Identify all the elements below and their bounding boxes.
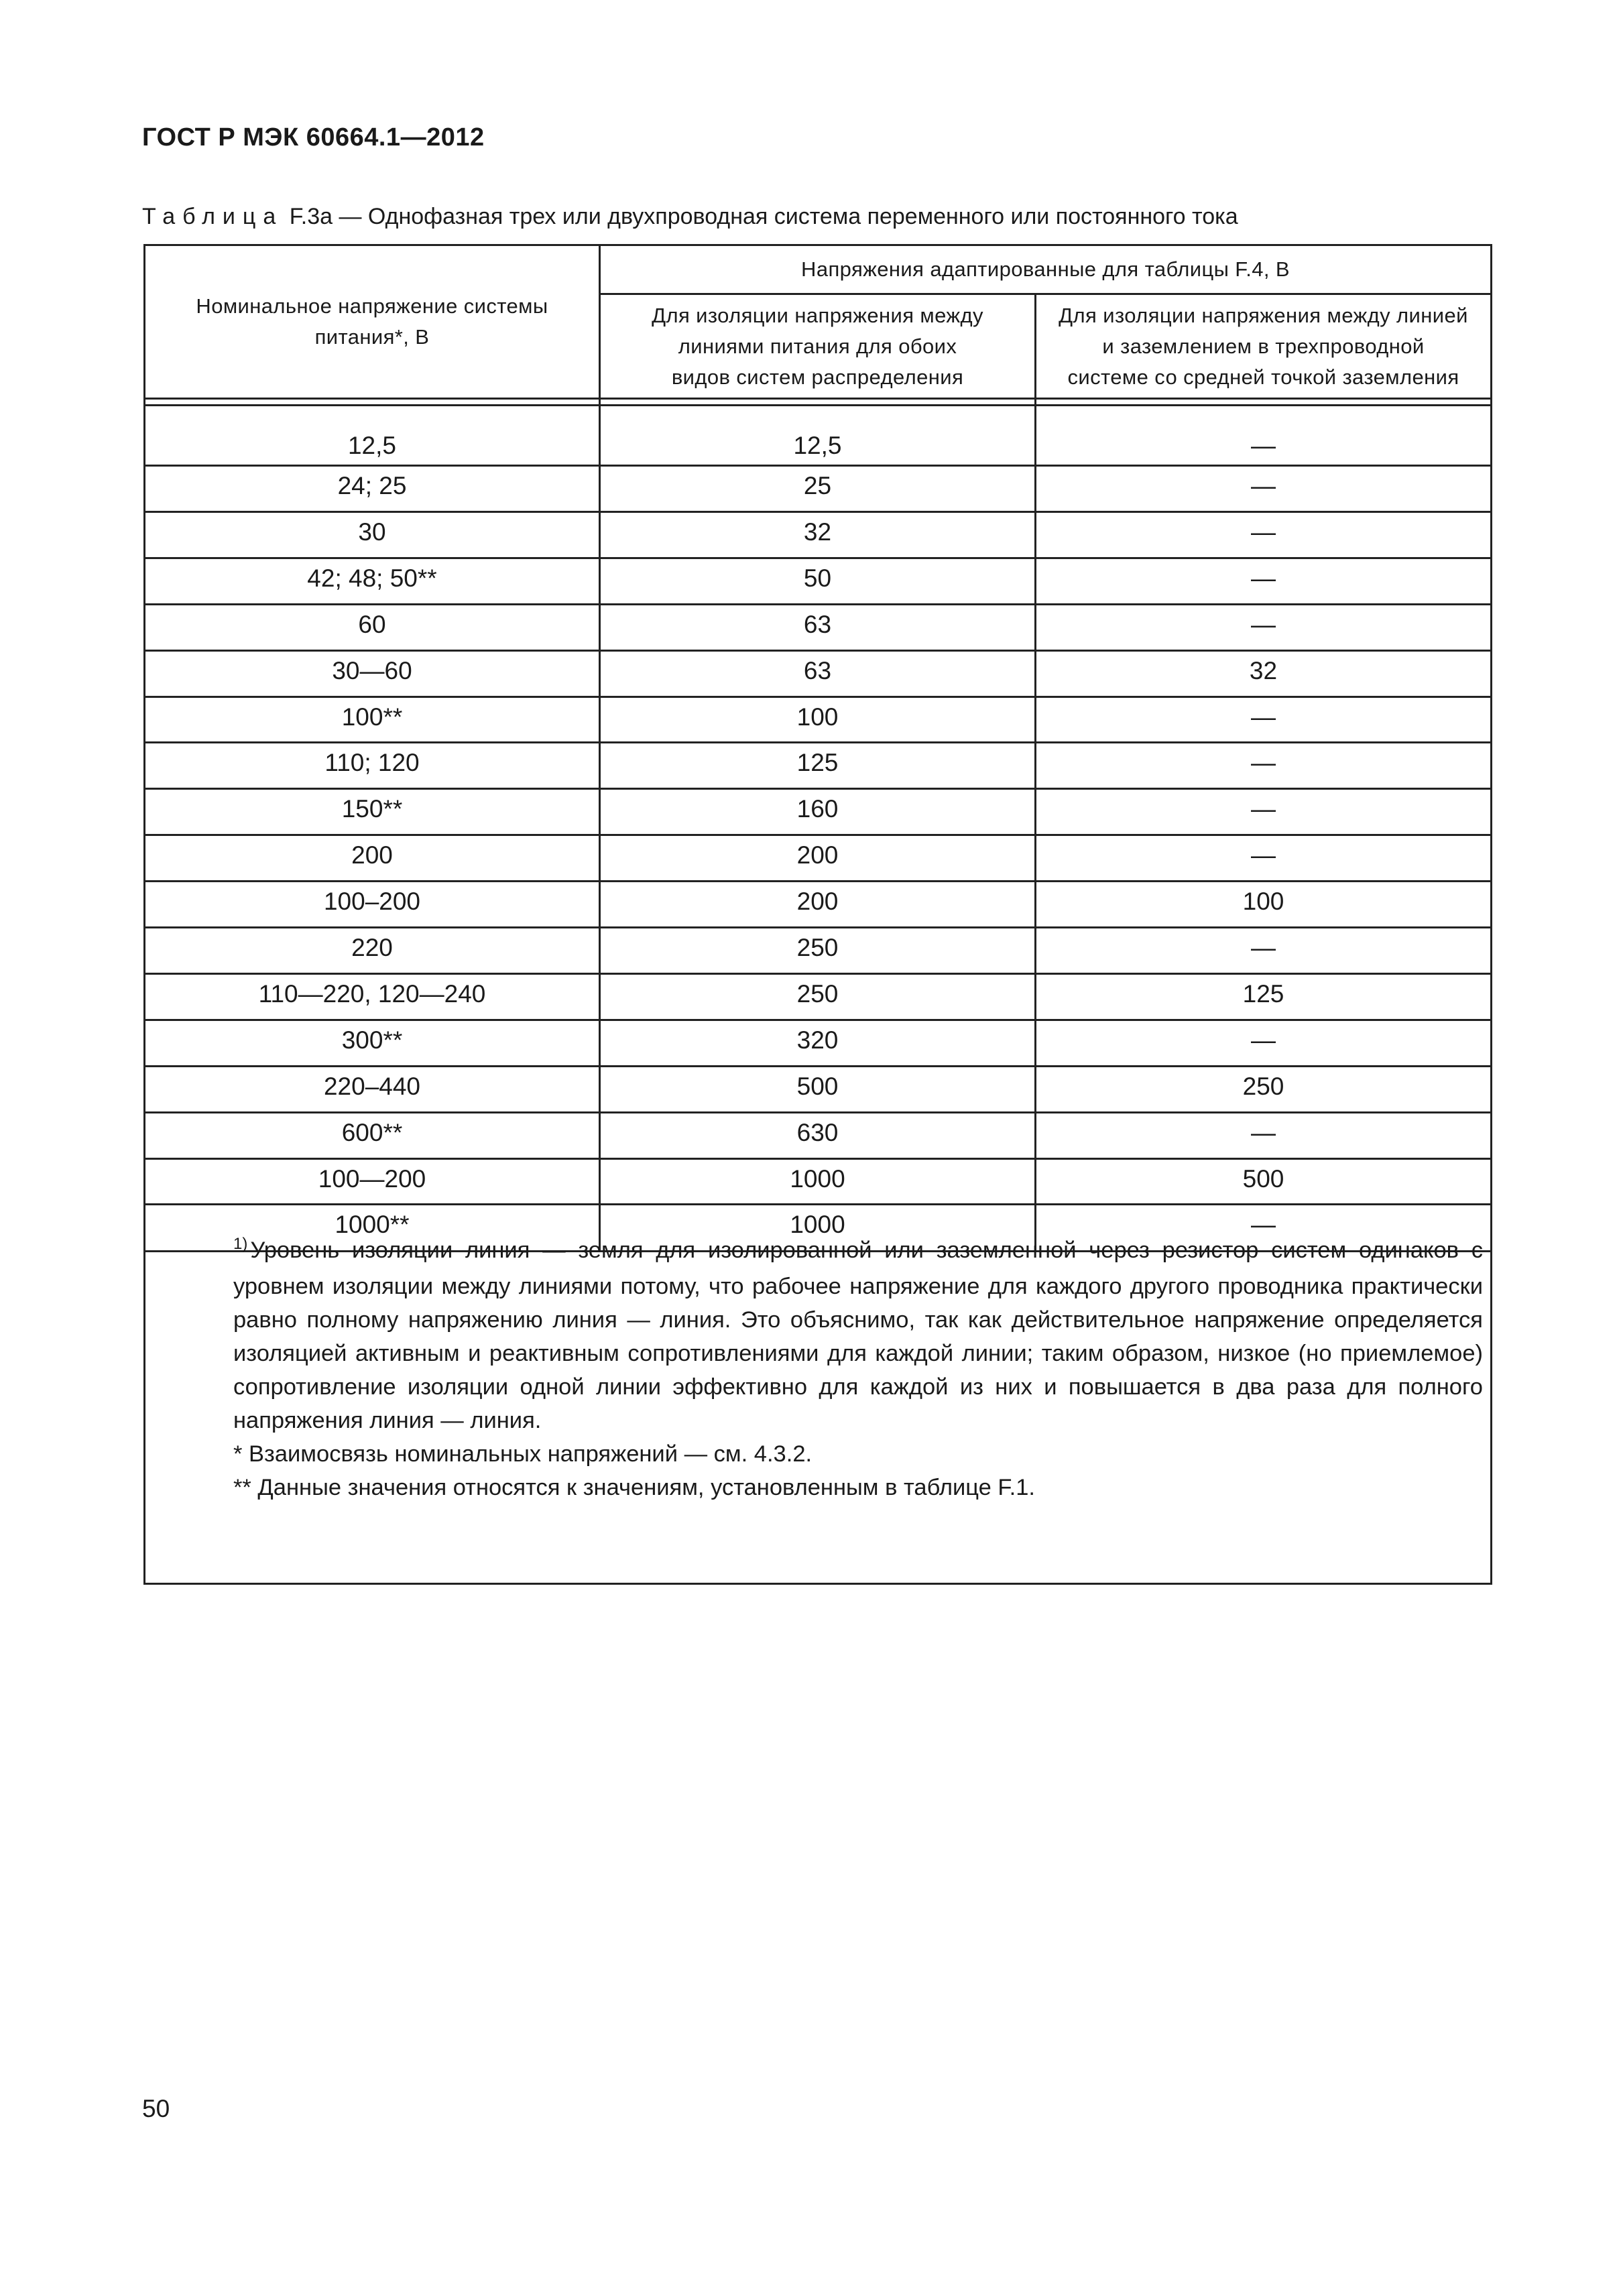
nominal-voltage-cell: 300**	[341, 1026, 403, 1054]
row-divider	[145, 788, 1490, 790]
header-bottom-rule	[145, 398, 1490, 400]
nominal-voltage-cell: 110; 120	[324, 749, 420, 777]
row-divider	[145, 650, 1490, 652]
row-divider	[145, 696, 1490, 698]
line-to-earth-cell: 125	[1242, 979, 1284, 1008]
line-to-line-cell: 12,5	[793, 432, 842, 459]
row-divider	[145, 880, 1490, 882]
line-to-earth-cell: —	[1251, 749, 1276, 777]
document-code: ГОСТ Р МЭК 60664.1—2012	[142, 123, 485, 152]
nominal-voltage-cell: 600**	[341, 1118, 403, 1146]
line-to-line-cell: 63	[803, 610, 832, 638]
nominal-voltage-cell: 150**	[341, 795, 403, 823]
column-divider	[599, 246, 601, 1250]
line-to-earth-cell: —	[1251, 518, 1276, 546]
row-divider	[145, 741, 1490, 743]
line-to-earth-cell: 500	[1242, 1164, 1284, 1193]
line-to-line-cell: 25	[803, 472, 832, 499]
row-divider	[145, 1019, 1490, 1021]
line-to-line-cell: 100	[796, 703, 839, 731]
line-to-earth-cell: —	[1251, 841, 1276, 869]
nominal-voltage-cell: 42; 48; 50**	[307, 564, 437, 592]
row-divider	[145, 1111, 1490, 1113]
column-header-nominal-voltage: Номинальное напряжение системы питания*, В	[196, 294, 548, 349]
row-divider	[145, 973, 1490, 975]
line-to-earth-cell: —	[1251, 610, 1276, 638]
column-header-line-to-line: Для изоляции напряжения между линиями питания для обоих видов систем распределения	[652, 303, 983, 389]
line-to-line-cell: 200	[796, 841, 839, 869]
line-to-earth-cell: —	[1251, 934, 1276, 961]
row-divider	[145, 557, 1490, 559]
line-to-line-cell: 160	[796, 795, 839, 823]
line-to-line-cell: 630	[796, 1118, 839, 1146]
line-to-earth-cell: —	[1251, 1026, 1276, 1054]
nominal-voltage-cell: 200	[351, 841, 393, 869]
line-to-line-cell: 1000	[790, 1211, 845, 1239]
line-to-earth-cell: —	[1251, 1211, 1276, 1239]
table-caption-label: Таблица	[142, 204, 284, 229]
column-header-line-to-earth: Для изоляции напряжения между линией и заземлением в трехпроводной системе со средней точкой заземления	[1059, 303, 1468, 389]
line-to-earth-cell: 100	[1242, 888, 1284, 916]
nominal-voltage-cell: 100–200	[323, 888, 421, 916]
nominal-voltage-cell: 12,5	[347, 432, 396, 459]
line-to-earth-cell: —	[1251, 795, 1276, 823]
row-divider	[145, 465, 1490, 467]
nominal-voltage-cell: 1000**	[335, 1211, 410, 1239]
nominal-voltage-cell: 110—220, 120—240	[258, 979, 486, 1008]
line-to-earth-cell: —	[1251, 703, 1276, 731]
line-to-earth-cell: —	[1251, 564, 1276, 592]
nominal-voltage-cell: 30	[358, 518, 386, 546]
line-to-line-cell: 32	[803, 518, 832, 546]
row-divider	[145, 1158, 1490, 1160]
nominal-voltage-cell: 220	[351, 934, 393, 961]
row-divider	[145, 1065, 1490, 1067]
line-to-line-cell: 200	[796, 888, 839, 916]
nominal-voltage-cell: 60	[358, 610, 386, 638]
footnote-1-mark: 1)	[233, 1235, 248, 1253]
page-number: 50	[142, 2095, 170, 2122]
line-to-line-cell: 250	[796, 979, 839, 1008]
table-notes	[233, 1233, 1483, 1504]
nominal-voltage-cell: 30—60	[332, 656, 412, 684]
row-divider	[145, 926, 1490, 928]
group-header-adapted-voltages: Напряжения адаптированные для таблицы F.4, В	[801, 257, 1290, 281]
footnote-1	[233, 1233, 1483, 1437]
line-to-line-cell: 500	[796, 1072, 839, 1100]
table-caption	[142, 204, 1238, 230]
line-to-line-cell: 63	[803, 656, 832, 684]
header-bottom-rule	[145, 404, 1490, 406]
line-to-earth-cell: 32	[1249, 656, 1278, 684]
line-to-line-cell: 125	[796, 749, 839, 777]
row-divider	[145, 603, 1490, 605]
header-divider	[601, 293, 1490, 295]
nominal-voltage-cell: 220–440	[323, 1072, 421, 1100]
footnote-star: * Взаимосвязь номинальных напряжений — см. 4.3.2.	[233, 1441, 813, 1467]
nominal-voltage-cell: 100—200	[318, 1164, 426, 1193]
line-to-earth-cell: —	[1251, 1118, 1276, 1146]
line-to-line-cell: 1000	[790, 1164, 845, 1193]
line-to-line-cell: 250	[796, 934, 839, 961]
line-to-earth-cell: 250	[1242, 1072, 1284, 1100]
line-to-line-cell: 50	[803, 564, 832, 592]
nominal-voltage-cell: 100**	[341, 703, 403, 731]
line-to-earth-cell: —	[1251, 472, 1276, 499]
line-to-earth-cell: —	[1251, 432, 1276, 459]
line-to-line-cell: 320	[796, 1026, 839, 1054]
footnote-1-text: Уровень изоляции линия — земля для изолированной или заземленной через резистор систем одинаков с уровнем изоляции между линиями потому, что рабочее напряжение для каждого другого проводника практически равно полному напряжению линия — линия. Это объяснимо, так как действительное напряжение определяется изоляцией активным и реактивным сопротивлениями для каждой линии; таким образом, низкое (но приемлемое) сопротивление изоляции одной линии эффективно для каждой из них и повышается в два раза для полного напряжения линия — линия.	[233, 1237, 1483, 1433]
table-caption-text: F.3a — Однофазная трех или двухпроводная система переменного или постоянного тока	[289, 204, 1238, 229]
voltage-table	[143, 244, 1492, 1585]
nominal-voltage-cell: 24; 25	[337, 472, 407, 499]
column-divider	[1034, 293, 1036, 1250]
row-divider	[145, 1203, 1490, 1205]
footnote-double-star: ** Данные значения относятся к значениям, установленным в таблице F.1.	[233, 1475, 1035, 1500]
row-divider	[145, 834, 1490, 836]
row-divider	[145, 511, 1490, 513]
